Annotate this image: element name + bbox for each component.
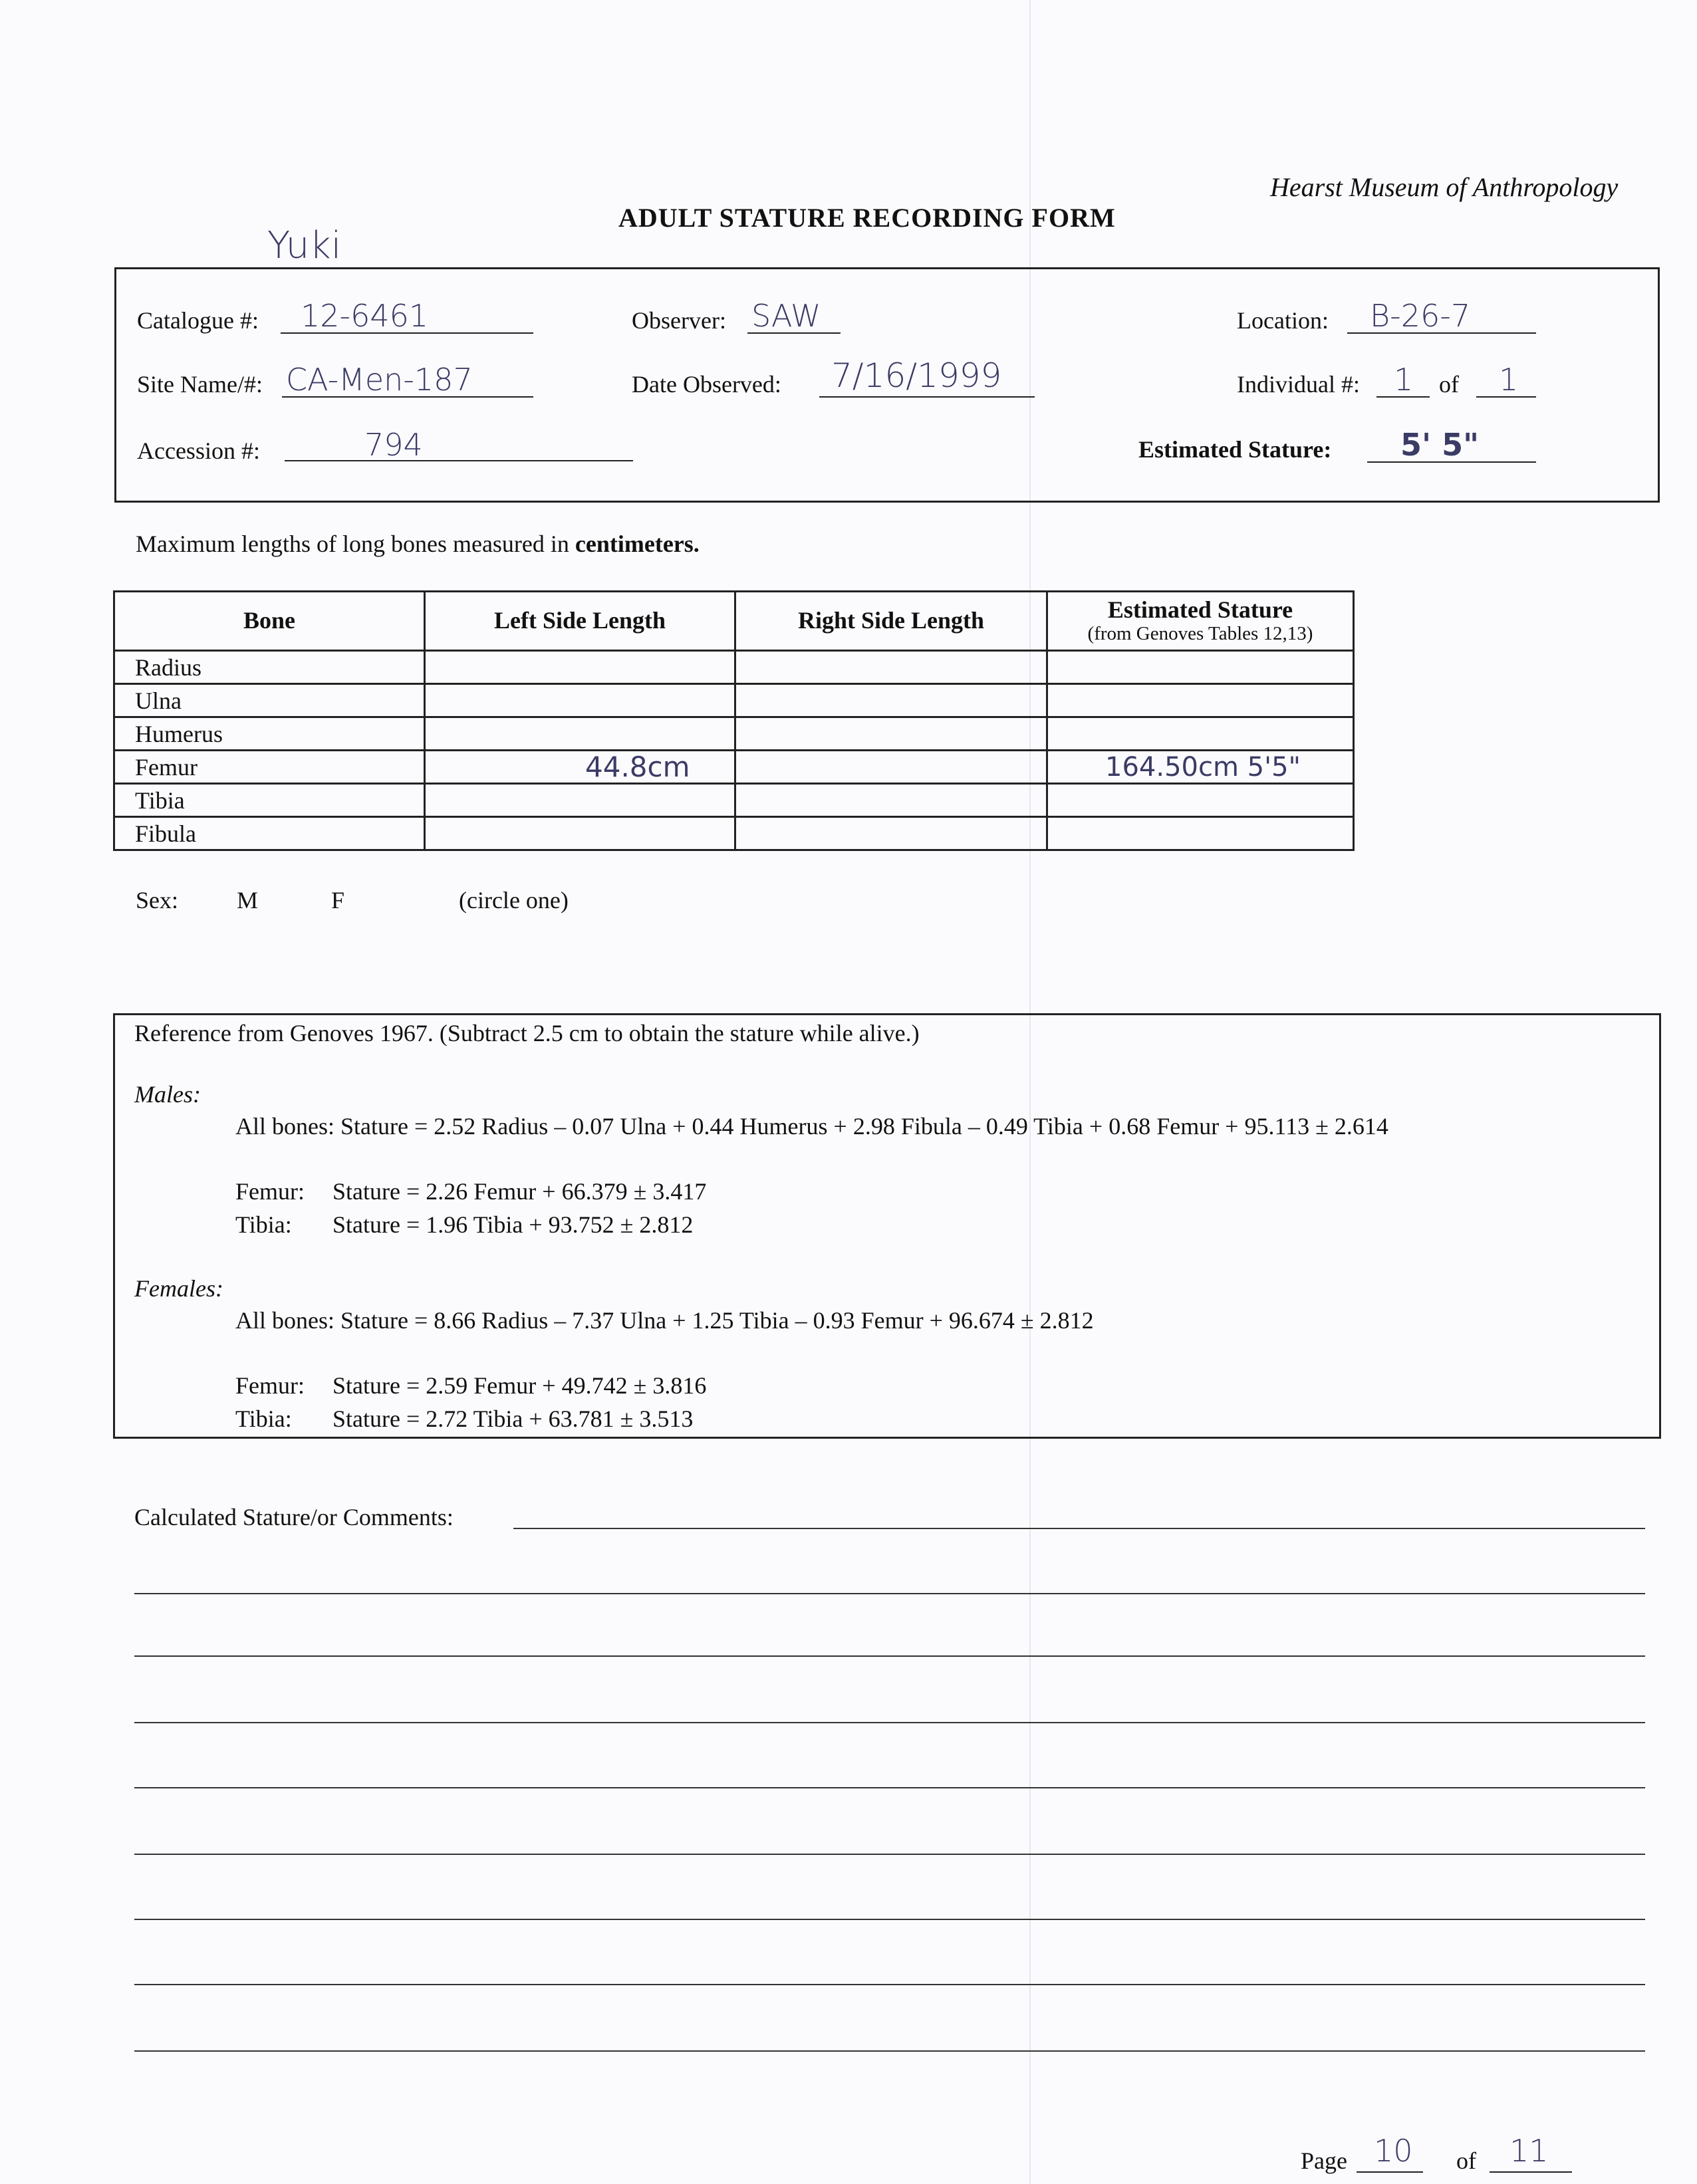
table-row [114,717,1354,751]
date-line [819,396,1035,398]
females-femur-formula: Stature = 2.59 Femur + 49.742 ± 3.816 [332,1372,707,1399]
page-number[interactable]: 10 [1374,2133,1413,2169]
females-label: Females: [134,1275,223,1302]
individual-total[interactable]: 1 [1499,362,1519,398]
bone-name: Ulna [114,684,425,717]
page-label: Page [1301,2147,1347,2174]
table-row [114,784,1354,817]
page-total[interactable]: 11 [1509,2133,1549,2169]
right-length-cell[interactable] [735,717,1047,751]
males-tibia-formula: Stature = 1.96 Tibia + 93.752 ± 2.812 [332,1211,694,1238]
comments-first-line[interactable] [513,1528,1645,1529]
date-label: Date Observed: [632,371,781,398]
bone-name: Humerus [114,717,425,751]
sex-label: Sex: [136,887,179,913]
accession-value[interactable]: 794 [364,427,423,463]
left-length-cell[interactable] [425,784,735,817]
stature-cell[interactable]: 164.50cm 5'5" [1047,751,1354,784]
individual-label: Individual #: [1237,371,1360,398]
site-value[interactable]: CA-Men-187 [286,362,473,398]
column-header-right: Right Side Length [735,592,1047,651]
left-length-cell[interactable] [425,684,735,717]
sex-option-f[interactable]: F [331,887,345,913]
sex-option-m[interactable]: M [237,887,259,913]
page-total-line [1490,2171,1572,2173]
estimated-stature-label: Estimated Stature: [1138,436,1332,463]
form-title: ADULT STATURE RECORDING FORM [618,203,1116,233]
table-row [114,817,1354,850]
column-header-stature: Estimated Stature (from Genoves Tables 12,13) [1047,592,1354,651]
comment-line[interactable] [134,2050,1645,2052]
right-length-cell[interactable] [735,784,1047,817]
table-header-row [114,592,1354,651]
stature-cell[interactable] [1047,684,1354,717]
accession-label: Accession #: [137,437,260,464]
comment-line[interactable] [134,1593,1645,1594]
table-row [114,684,1354,717]
individual-value[interactable]: 1 [1394,362,1414,398]
observer-value[interactable]: SAW [751,298,821,334]
left-length-cell[interactable] [425,817,735,850]
column-header-stature-sub: (from Genoves Tables 12,13) [1087,622,1313,644]
site-label: Site Name/#: [137,371,263,398]
location-label: Location: [1237,307,1329,334]
females-tibia-label: Tibia: [235,1405,292,1432]
bone-name: Fibula [114,817,425,850]
males-label: Males: [134,1081,201,1108]
females-femur-label: Femur: [235,1372,305,1399]
females-tibia-formula: Stature = 2.72 Tibia + 63.781 ± 3.513 [332,1405,694,1432]
comment-line[interactable] [134,1722,1645,1723]
page-of-label: of [1456,2147,1476,2174]
catalogue-value[interactable]: 12-6461 [301,298,429,334]
measure-note: Maximum lengths of long bones measured in centimeters. [136,531,700,557]
sex-note: (circle one) [459,887,569,913]
page-number-line [1357,2171,1423,2173]
column-header-left: Left Side Length [425,592,735,651]
individual-of-label: of [1439,371,1459,398]
estimated-stature-value[interactable]: 5' 5" [1400,427,1480,463]
stature-cell[interactable] [1047,784,1354,817]
bone-name: Tibia [114,784,425,817]
comment-line[interactable] [134,1984,1645,1985]
left-length-cell[interactable]: 44.8cm [425,751,735,784]
comment-line[interactable] [134,1854,1645,1855]
comments-label: Calculated Stature/or Comments: [134,1504,454,1530]
location-value[interactable]: B-26-7 [1370,298,1471,334]
right-length-cell[interactable] [735,684,1047,717]
table-row [114,751,1354,784]
stature-cell[interactable] [1047,717,1354,751]
males-all-bones-formula: All bones: Stature = 2.52 Radius – 0.07 Ulna + 0.44 Humerus + 2.98 Fibula – 0.49 Tibia + 0.68 Femur + 95.113 ± 2.614 [235,1113,1388,1140]
males-femur-formula: Stature = 2.26 Femur + 66.379 ± 3.417 [332,1178,707,1205]
bone-lengths-table [113,590,1355,851]
catalogue-label: Catalogue #: [137,307,259,334]
observer-label: Observer: [632,307,726,334]
bone-name: Radius [114,651,425,684]
right-length-cell[interactable] [735,817,1047,850]
males-femur-label: Femur: [235,1178,305,1205]
left-length-cell[interactable] [425,717,735,751]
stature-cell[interactable] [1047,651,1354,684]
museum-name: Hearst Museum of Anthropology [1270,172,1619,202]
reference-title: Reference from Genoves 1967. (Subtract 2.5 cm to obtain the stature while alive.) [134,1020,920,1046]
column-header-bone: Bone [114,592,425,651]
table-row [114,651,1354,684]
accession-line [285,460,633,461]
males-tibia-label: Tibia: [235,1211,292,1238]
comment-line[interactable] [134,1787,1645,1788]
bone-name: Femur [114,751,425,784]
females-all-bones-formula: All bones: Stature = 8.66 Radius – 7.37 Ulna + 1.25 Tibia – 0.93 Femur + 96.674 ± 2.812 [235,1307,1094,1334]
comment-line[interactable] [134,1655,1645,1657]
stature-cell[interactable] [1047,817,1354,850]
date-value[interactable]: 7/16/1999 [831,356,1002,395]
left-length-cell[interactable] [425,651,735,684]
comment-line[interactable] [134,1919,1645,1920]
right-length-cell[interactable] [735,751,1047,784]
handwritten-name: Yuki [267,224,342,267]
right-length-cell[interactable] [735,651,1047,684]
